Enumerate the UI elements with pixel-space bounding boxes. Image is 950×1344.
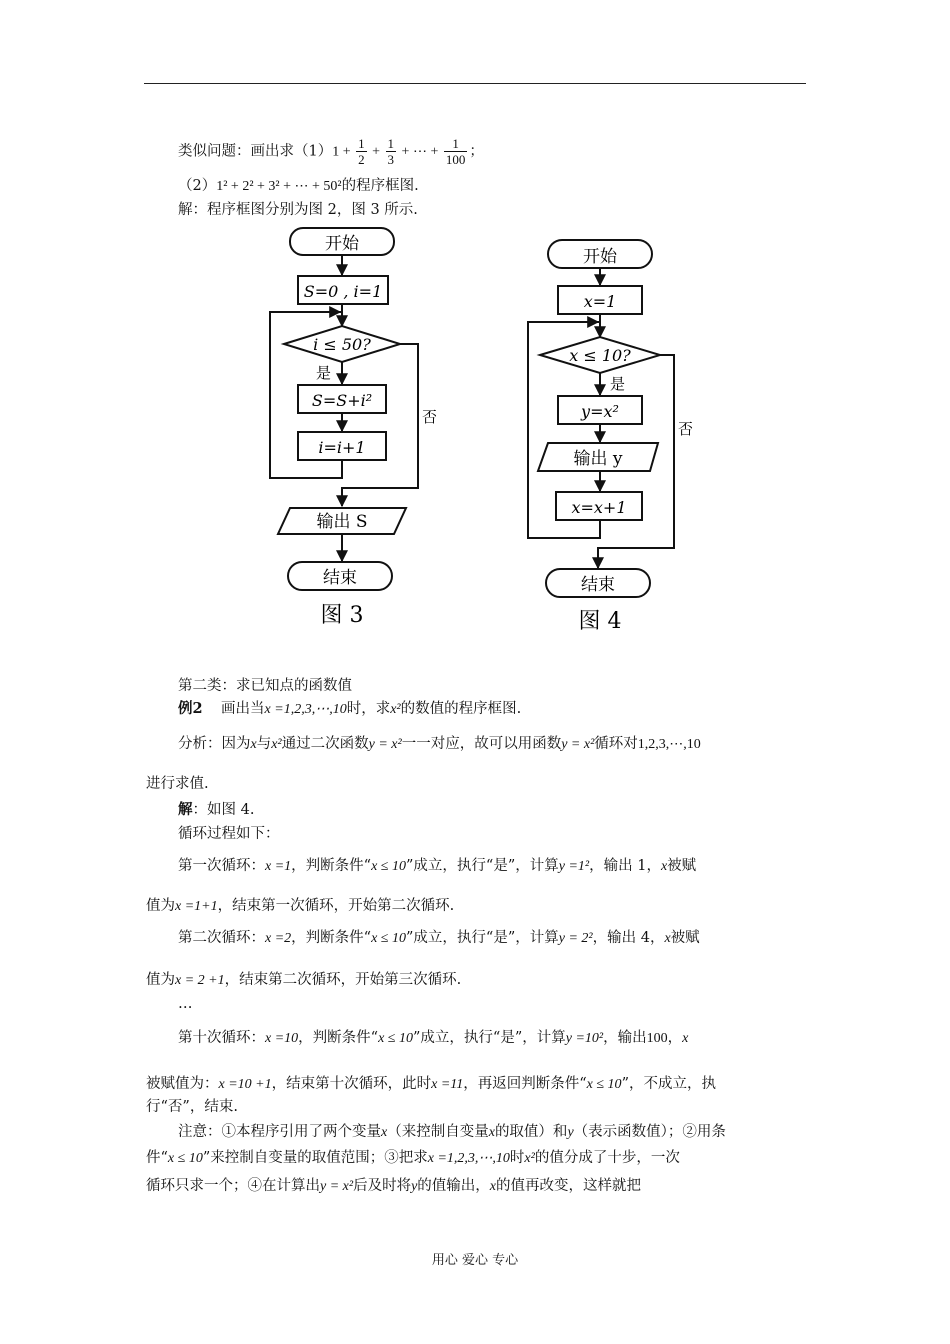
- output-label: 输出 S: [316, 512, 368, 532]
- start-label: 开始: [583, 247, 617, 267]
- loop2-line-2: 值为x = 2 +1，结束第二次循环，开始第三次循环.: [146, 972, 462, 988]
- output-label: 输出 y: [573, 449, 623, 469]
- text: 类似问题：画出求（1）: [178, 143, 333, 160]
- fraction-third: $\frac{1}{3}$: [387, 136, 395, 167]
- figure-caption: 图 3: [320, 603, 364, 628]
- step1-label: y=x²: [581, 402, 619, 421]
- step2-label: i=i+1: [318, 438, 366, 457]
- ellipsis: …: [178, 996, 193, 1012]
- math: 1² + 2² + 3² + ⋯ + 50²: [216, 179, 342, 194]
- start-label: 开始: [325, 234, 359, 254]
- no-label: 否: [678, 420, 694, 438]
- fraction-half: $\frac{1}{2}$: [358, 136, 365, 167]
- condition-label: x ≤ 10?: [569, 346, 631, 365]
- solution-label-line: 解：如图 4.: [178, 801, 255, 818]
- yes-label: 是: [610, 375, 626, 393]
- no-label: 否: [422, 408, 438, 426]
- init-label: x=1: [583, 292, 617, 311]
- analysis-line: 分析：因为x与x²通过二次函数y = x²一一对应，故可以用函数y = x²循环对1,2,3,⋯,10: [178, 736, 701, 752]
- loop1-line-2: 值为x =1+1，结束第一次循环，开始第二次循环.: [146, 898, 455, 914]
- similar-problem-line: 类似问题：画出求（1）1 + $\frac{1}{2}$ + $\frac{1}{3}$ + ⋯ + $\frac{1}{100}$ ；: [178, 136, 484, 167]
- note-line-3: 循环只求一个；④在计算出y = x²后及时将y的值输出，x的值再改变，这样就把: [146, 1178, 642, 1194]
- analysis-line-2: 进行求值.: [146, 776, 209, 792]
- loop10-line-3: 行“否”，结束.: [146, 1099, 238, 1115]
- math: 1: [332, 144, 340, 160]
- note-line-2: 件“x ≤ 10”来控制自变量的取值范围；③把求x =1,2,3,⋯,10时x²的值分成了十步，一次: [146, 1150, 680, 1166]
- similar-part2-line: （2）1² + 2² + 3² + ⋯ + 50²的程序框图.: [178, 178, 419, 194]
- end-label: 结束: [323, 568, 357, 588]
- flowchart-figure-4: [520, 232, 694, 637]
- init-label: S=0 , i=1: [303, 282, 383, 301]
- loop2-line: 第二次循环：x =2，判断条件“x ≤ 10”成立，执行“是”，计算y = 2²，输出 4，x被赋: [178, 930, 700, 946]
- section-title: 第二类：求已知点的函数值: [178, 678, 352, 694]
- header-rule: [144, 83, 806, 84]
- condition-label: i ≤ 50?: [313, 335, 371, 354]
- loop1-line: 第一次循环：x =1，判断条件“x ≤ 10”成立，执行“是”，计算y =1²，输出 1，x被赋: [178, 858, 697, 874]
- solution-line: 解：程序框图分别为图 2，图 3 所示.: [178, 202, 418, 218]
- end-label: 结束: [581, 575, 615, 595]
- yes-label: 是: [316, 364, 332, 382]
- process-line: 循环过程如下：: [178, 826, 280, 842]
- figure-caption: 图 4: [578, 609, 622, 634]
- example-line: 例2 画出当x =1,2,3,⋯,10时，求x²的数值的程序框图.: [178, 700, 522, 717]
- page-footer: 用心 爱心 专心: [431, 1253, 519, 1268]
- loop10-line-2: 被赋值为：x =10 +1，结束第十次循环，此时x =11，再返回判断条件“x ≤ 10”，不成立，执: [146, 1076, 716, 1092]
- step2-label: x=x+1: [571, 498, 627, 517]
- fraction-hundredth: $\frac{1}{100}$: [445, 136, 466, 167]
- loop10-line: 第十次循环：x =10，判断条件“x ≤ 10”成立，执行“是”，计算y =10²，输出100，x: [178, 1030, 689, 1046]
- step1-label: S=S+i²: [311, 391, 373, 410]
- flowchart-figure-3: [260, 222, 440, 632]
- note-line-1: 注意：①本程序引用了两个变量x（来控制自变量x的取值）和y（表示函数值）；②用条: [178, 1124, 726, 1140]
